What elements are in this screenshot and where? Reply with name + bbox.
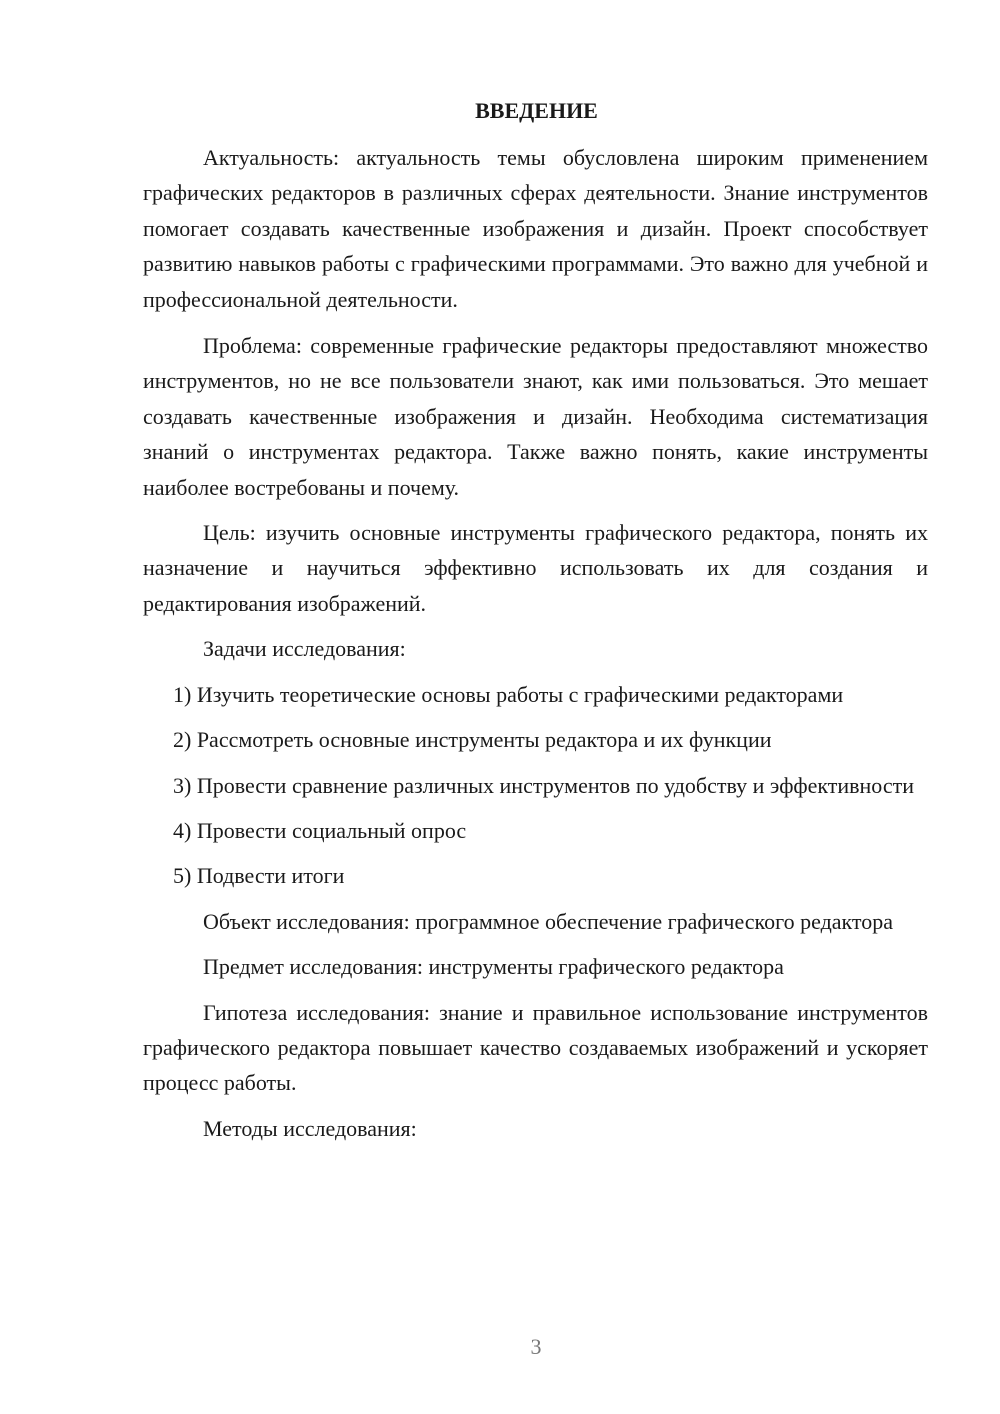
list-item: 3) Провести сравнение различных инструментов по удобству и эффективности [173,772,914,798]
paragraph-hypothesis: Гипотеза исследования: знание и правильное использование инструментов графического редактора повышает качество создаваемых изображений и ускоряет процесс работы. [143,999,928,1096]
methods-heading: Методы исследования: [203,1115,417,1141]
page-content [143,96,928,1156]
list-item: 1) Изучить теоретические основы работы с графическими редакторами [173,681,844,707]
list-item: 4) Провести социальный опрос [173,817,467,843]
page-number: 3 [530,1334,542,1359]
page-title: ВВЕДЕНИЕ [475,98,598,123]
list-item: 5) Подвести итоги [173,863,345,889]
paragraph-goal: Цель: изучить основные инструменты графического редактора, понять их назначение и научиться эффективно использовать их для создания и редактирования изображений. [143,520,928,616]
paragraph-relevance: Актуальность: актуальность темы обусловлена широким применением графических редакторов в различных сферах деятельности. Знание инструментов помогает создавать качественные изображения и дизайн. Проект способствует развитию навыков работы с графическими программами. Это важно для учебной и профессиональной деятельности. [143,145,928,312]
paragraph-subject: Предмет исследования: инструменты графического редактора [203,954,784,980]
paragraph-problem: Проблема: современные графические редакторы предоставляют множество инструментов, но не все пользователи знают, как ими пользоваться. Это мешает создавать качественные изображения и дизайн. Необходима систематизация знаний о инструментах редактора. Также важно понять, какие инструменты наиболее востребованы и почему. [143,333,928,500]
list-item: 2) Рассмотреть основные инструменты редактора и их функции [173,727,772,753]
paragraph-object: Объект исследования: программное обеспечение графического редактора [203,908,894,934]
tasks-list [143,677,928,894]
tasks-heading: Задачи исследования: [203,636,406,662]
